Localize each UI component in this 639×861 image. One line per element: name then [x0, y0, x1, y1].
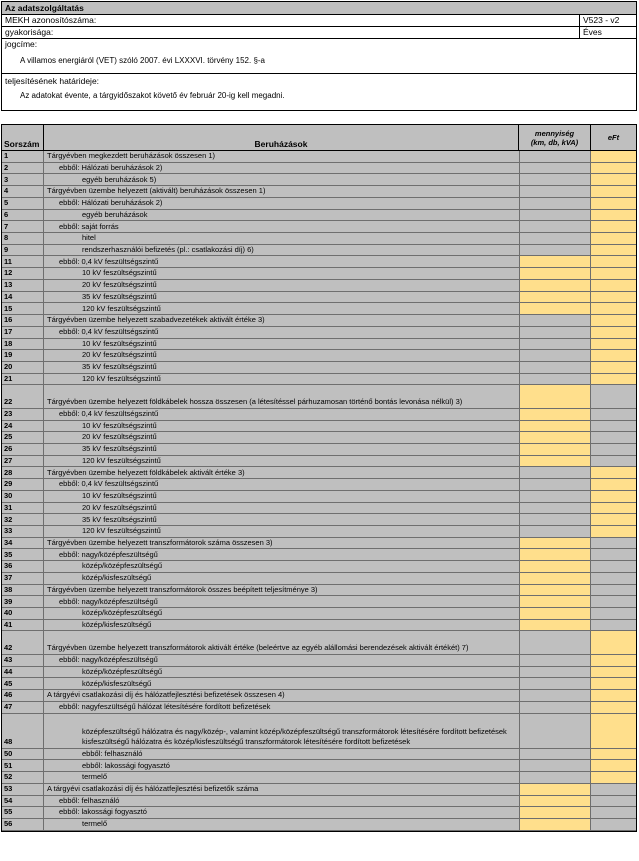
row-description: 10 kV feszültségszintű [44, 491, 520, 502]
row-number: 38 [2, 585, 44, 596]
table-row [2, 784, 636, 796]
mennyiseg-cell [520, 221, 591, 232]
table-row [2, 819, 636, 831]
mennyiseg-cell [520, 503, 591, 514]
jogcim-label: jogcíme: [5, 39, 38, 49]
row-number: 37 [2, 573, 44, 584]
mennyiseg-cell [520, 339, 591, 350]
row-description: közép/középfeszültségű [44, 608, 520, 619]
row-number: 2 [2, 163, 44, 174]
row-description: ebből: nagy/középfeszültségű [44, 655, 520, 666]
table-row [2, 702, 636, 714]
row-description: 35 kV feszültségszintű [44, 292, 520, 303]
row-description: rendszerhasználói befizetés (pl.: csatlakozási díj) 6) [44, 245, 520, 256]
mennyiseg-cell [520, 245, 591, 256]
mennyiseg-cell[interactable] [520, 385, 591, 407]
mennyiseg-cell [520, 491, 591, 502]
row-description: ebből: 0,4 kV feszültségszintű [44, 256, 520, 267]
table-row [2, 163, 636, 175]
row-number: 9 [2, 245, 44, 256]
mennyiseg-cell[interactable] [520, 303, 591, 314]
mennyiseg-cell [520, 479, 591, 490]
eft-cell[interactable] [591, 163, 636, 174]
row-number: 22 [2, 385, 44, 407]
eft-cell[interactable] [591, 772, 636, 783]
table-row [2, 491, 636, 503]
eft-cell[interactable] [591, 210, 636, 221]
table-row [2, 444, 636, 456]
mennyiseg-cell[interactable] [520, 620, 591, 631]
row-description: 10 kV feszültségszintű [44, 421, 520, 432]
mennyiseg-cell[interactable] [520, 444, 591, 455]
eft-cell [591, 596, 636, 607]
mennyiseg-cell [520, 467, 591, 478]
row-description: ebből: Hálózati beruházások 2) [44, 163, 520, 174]
row-number: 12 [2, 268, 44, 279]
eft-cell [591, 819, 636, 830]
row-description: 20 kV feszültségszintű [44, 503, 520, 514]
row-description: ebből: Hálózati beruházások 2) [44, 198, 520, 209]
row-number: 8 [2, 233, 44, 244]
table-row [2, 538, 636, 550]
mennyiseg-cell [520, 374, 591, 385]
row-description: Tárgyévben üzembe helyezett transzformátorok aktivált értéke (beleértve az egyéb alállomási berendezések aktivált értékét) 7) [44, 631, 520, 653]
jogcim-value: A villamos energiáról (VET) szóló 2007. évi LXXXVI. törvény 152. §-a [20, 56, 266, 65]
table-row [2, 362, 636, 374]
info-title: Az adatszolgáltatás [2, 2, 636, 15]
table-row [2, 210, 636, 222]
row-description: A tárgyévi csatlakozási díj és hálózatfejlesztési befizetések összesen 4) [44, 690, 520, 701]
eft-cell[interactable] [591, 362, 636, 373]
gyakorisag-value: Éves [583, 27, 602, 37]
eft-cell[interactable] [591, 760, 636, 771]
mennyiseg-cell[interactable] [520, 538, 591, 549]
teljesites-label: teljesítésének határideje: [5, 76, 100, 86]
mennyiseg-cell [520, 163, 591, 174]
eft-cell [591, 573, 636, 584]
table-row [2, 514, 636, 526]
row-description: 120 kV feszültségszintű [44, 456, 520, 467]
row-number: 18 [2, 339, 44, 350]
row-number: 41 [2, 620, 44, 631]
row-description: ebből: nagyfeszültségű hálózat létesítésére fordított befizetések [44, 702, 520, 713]
eft-cell[interactable] [591, 514, 636, 525]
row-number: 27 [2, 456, 44, 467]
eft-cell [591, 796, 636, 807]
row-number: 7 [2, 221, 44, 232]
row-description: 35 kV feszültségszintű [44, 444, 520, 455]
eft-cell[interactable] [591, 268, 636, 279]
row-description: ebből: 0,4 kV feszültségszintű [44, 409, 520, 420]
mennyiseg-cell [520, 690, 591, 701]
eft-cell[interactable] [591, 690, 636, 701]
table-row [2, 256, 636, 268]
row-description: középfeszültségű hálózatra és nagy/közép-, valamint közép/középfeszültségű transzformátorok létesítésére fordított befizetések kisfeszültségű hálózatra és közép/kisfeszültségű transzformátorok létesítésére fordított befizetések [44, 714, 520, 748]
row-description: egyéb beruházások [44, 210, 520, 221]
mennyiseg-cell [520, 327, 591, 338]
mennyiseg-cell[interactable] [520, 585, 591, 596]
table-row [2, 374, 636, 386]
eft-cell[interactable] [591, 491, 636, 502]
table-row [2, 245, 636, 257]
row-description: 10 kV feszültségszintű [44, 339, 520, 350]
table-row [2, 561, 636, 573]
mennyiseg-cell [520, 350, 591, 361]
row-description: Tárgyévben üzembe helyezett transzformátorok száma összesen 3) [44, 538, 520, 549]
mennyiseg-cell [520, 198, 591, 209]
table-row [2, 174, 636, 186]
mennyiseg-cell[interactable] [520, 409, 591, 420]
mennyiseg-cell[interactable] [520, 549, 591, 560]
mennyiseg-cell[interactable] [520, 596, 591, 607]
eft-cell[interactable] [591, 350, 636, 361]
row-number: 50 [2, 749, 44, 760]
table-row [2, 385, 636, 408]
header-eft: eFt [607, 133, 620, 142]
mennyiseg-cell[interactable] [520, 796, 591, 807]
eft-cell [591, 444, 636, 455]
mennyiseg-cell [520, 760, 591, 771]
row-description: Tárgyévben üzembe helyezett transzformátorok összes beépített teljesítménye 3) [44, 585, 520, 596]
row-number: 39 [2, 596, 44, 607]
row-number: 29 [2, 479, 44, 490]
eft-cell[interactable] [591, 292, 636, 303]
eft-cell[interactable] [591, 631, 636, 653]
row-description: hitel [44, 233, 520, 244]
row-number: 33 [2, 526, 44, 537]
mennyiseg-cell [520, 772, 591, 783]
mennyiseg-cell [520, 210, 591, 221]
row-number: 51 [2, 760, 44, 771]
row-description: 20 kV feszültségszintű [44, 432, 520, 443]
row-description: ebből: felhasználó [44, 749, 520, 760]
mennyiseg-cell [520, 702, 591, 713]
row-description: Tárgyévben üzembe helyezett földkábelek aktivált értéke 3) [44, 467, 520, 478]
row-description: ebből: lakossági fogyasztó [44, 760, 520, 771]
eft-cell[interactable] [591, 256, 636, 267]
table-body [2, 151, 636, 831]
eft-cell[interactable] [591, 233, 636, 244]
mennyiseg-cell[interactable] [520, 421, 591, 432]
header-sorszam: Sorszám [2, 125, 44, 150]
azonosito-row [2, 15, 636, 27]
eft-cell [591, 421, 636, 432]
eft-cell [591, 409, 636, 420]
eft-cell[interactable] [591, 526, 636, 537]
eft-cell[interactable] [591, 198, 636, 209]
row-description: egyéb beruházások 5) [44, 174, 520, 185]
row-number: 34 [2, 538, 44, 549]
row-number: 48 [2, 714, 44, 748]
row-number: 21 [2, 374, 44, 385]
row-description: 20 kV feszültségszintű [44, 280, 520, 291]
row-number: 4 [2, 186, 44, 197]
row-number: 25 [2, 432, 44, 443]
row-number: 30 [2, 491, 44, 502]
row-number: 6 [2, 210, 44, 221]
row-description: Tárgyévben üzembe helyezett szabadvezetékek aktivált értéke 3) [44, 315, 520, 326]
row-number: 19 [2, 350, 44, 361]
row-number: 17 [2, 327, 44, 338]
table-row [2, 760, 636, 772]
gyakorisag-row [2, 27, 636, 39]
row-number: 55 [2, 807, 44, 818]
mennyiseg-cell [520, 631, 591, 653]
mennyiseg-cell[interactable] [520, 608, 591, 619]
table-row [2, 667, 636, 679]
row-description: ebből: saját forrás [44, 221, 520, 232]
row-number: 36 [2, 561, 44, 572]
row-number: 32 [2, 514, 44, 525]
mennyiseg-cell[interactable] [520, 432, 591, 443]
eft-cell [591, 784, 636, 795]
row-number: 20 [2, 362, 44, 373]
table-row [2, 549, 636, 561]
row-number: 40 [2, 608, 44, 619]
table-row [2, 421, 636, 433]
row-number: 47 [2, 702, 44, 713]
eft-cell [591, 585, 636, 596]
row-number: 26 [2, 444, 44, 455]
row-number: 16 [2, 315, 44, 326]
eft-cell[interactable] [591, 749, 636, 760]
table-row [2, 620, 636, 632]
row-number: 53 [2, 784, 44, 795]
mennyiseg-cell[interactable] [520, 807, 591, 818]
row-description: 120 kV feszültségszintű [44, 303, 520, 314]
mennyiseg-cell[interactable] [520, 819, 591, 830]
eft-cell[interactable] [591, 186, 636, 197]
eft-cell[interactable] [591, 374, 636, 385]
table-row [2, 608, 636, 620]
mennyiseg-cell [520, 151, 591, 162]
row-description: Tárgyévben megkezdett beruházások összesen 1) [44, 151, 520, 162]
row-number: 14 [2, 292, 44, 303]
mennyiseg-cell[interactable] [520, 573, 591, 584]
row-number: 44 [2, 667, 44, 678]
table-row [2, 350, 636, 362]
row-description: 20 kV feszültségszintű [44, 350, 520, 361]
table-row [2, 233, 636, 245]
mennyiseg-cell [520, 678, 591, 689]
row-description: A tárgyévi csatlakozási díj és hálózatfejlesztési befizetők száma [44, 784, 520, 795]
table-row [2, 690, 636, 702]
eft-cell[interactable] [591, 174, 636, 185]
row-description: közép/kisfeszültségű [44, 678, 520, 689]
row-description: ebből: nagy/középfeszültségű [44, 549, 520, 560]
teljesites-block [2, 74, 636, 110]
row-description: termelő [44, 772, 520, 783]
gyakorisag-label: gyakorisága: [2, 27, 580, 38]
table-row [2, 503, 636, 515]
table-row [2, 221, 636, 233]
table-row [2, 151, 636, 163]
mennyiseg-cell [520, 233, 591, 244]
table-row [2, 456, 636, 468]
table-row [2, 186, 636, 198]
header-mennyiseg-text: mennyiség (km, db, kVA) [530, 128, 579, 147]
header-beruhazasok: Beruházások [44, 125, 519, 150]
mennyiseg-cell[interactable] [520, 256, 591, 267]
row-number: 23 [2, 409, 44, 420]
mennyiseg-cell [520, 315, 591, 326]
table-row [2, 796, 636, 808]
row-number: 13 [2, 280, 44, 291]
teljesites-value: Az adatokat évente, a tárgyidőszakot követő év február 20-ig kell megadni. [20, 91, 285, 100]
row-description: Tárgyévben üzembe helyezett földkábelek hossza összesen (a létesítéssel párhuzamosan történő bontás levonása nélkül) 3) [44, 385, 520, 407]
eft-cell [591, 432, 636, 443]
row-number: 24 [2, 421, 44, 432]
eft-cell[interactable] [591, 702, 636, 713]
row-description: közép/középfeszültségű [44, 561, 520, 572]
row-description: 120 kV feszültségszintű [44, 526, 520, 537]
row-number: 3 [2, 174, 44, 185]
mennyiseg-cell[interactable] [520, 784, 591, 795]
row-description: közép/középfeszültségű [44, 667, 520, 678]
row-description: 35 kV feszültségszintű [44, 514, 520, 525]
mennyiseg-cell[interactable] [520, 561, 591, 572]
eft-cell[interactable] [591, 479, 636, 490]
table-row [2, 749, 636, 761]
table-row [2, 315, 636, 327]
row-number: 5 [2, 198, 44, 209]
eft-cell[interactable] [591, 315, 636, 326]
row-description: közép/kisfeszültségű [44, 620, 520, 631]
eft-cell [591, 385, 636, 407]
row-number: 45 [2, 678, 44, 689]
table-header [2, 125, 636, 151]
row-number: 11 [2, 256, 44, 267]
table-row [2, 573, 636, 585]
mennyiseg-cell [520, 514, 591, 525]
table-row [2, 714, 636, 749]
row-number: 56 [2, 819, 44, 830]
info-table [1, 1, 637, 111]
table-row [2, 596, 636, 608]
eft-cell[interactable] [591, 221, 636, 232]
mennyiseg-cell[interactable] [520, 292, 591, 303]
table-row [2, 526, 636, 538]
eft-cell[interactable] [591, 151, 636, 162]
eft-cell[interactable] [591, 503, 636, 514]
table-row [2, 409, 636, 421]
eft-cell[interactable] [591, 467, 636, 478]
mennyiseg-cell [520, 362, 591, 373]
row-description: ebből: felhasználó [44, 796, 520, 807]
row-number: 52 [2, 772, 44, 783]
eft-cell [591, 620, 636, 631]
eft-cell[interactable] [591, 303, 636, 314]
row-number: 15 [2, 303, 44, 314]
table-row [2, 432, 636, 444]
table-row [2, 467, 636, 479]
mennyiseg-cell[interactable] [520, 280, 591, 291]
row-number: 28 [2, 467, 44, 478]
row-description: 35 kV feszültségszintű [44, 362, 520, 373]
table-row [2, 292, 636, 304]
investment-table [1, 124, 637, 832]
mennyiseg-cell [520, 186, 591, 197]
eft-cell[interactable] [591, 655, 636, 666]
table-row [2, 807, 636, 819]
row-number: 43 [2, 655, 44, 666]
mennyiseg-cell[interactable] [520, 268, 591, 279]
table-row [2, 772, 636, 784]
table-row [2, 631, 636, 654]
row-number: 1 [2, 151, 44, 162]
eft-cell[interactable] [591, 245, 636, 256]
row-description: ebből: 0,4 kV feszültségszintű [44, 479, 520, 490]
eft-cell [591, 549, 636, 560]
eft-cell[interactable] [591, 327, 636, 338]
eft-cell [591, 807, 636, 818]
eft-cell[interactable] [591, 667, 636, 678]
azonosito-label: MEKH azonosítószáma: [2, 15, 580, 26]
row-description: termelő [44, 819, 520, 830]
eft-cell [591, 561, 636, 572]
row-number: 35 [2, 549, 44, 560]
eft-cell[interactable] [591, 714, 636, 748]
row-description: ebből: nagy/középfeszültségű [44, 596, 520, 607]
table-row [2, 280, 636, 292]
azonosito-value: V523 - v2 [583, 15, 620, 25]
row-description: 10 kV feszültségszintű [44, 268, 520, 279]
mennyiseg-cell[interactable] [520, 456, 591, 467]
eft-cell[interactable] [591, 339, 636, 350]
eft-cell [591, 538, 636, 549]
header-mennyiseg [519, 125, 591, 150]
mennyiseg-cell [520, 667, 591, 678]
row-number: 54 [2, 796, 44, 807]
row-number: 46 [2, 690, 44, 701]
table-row [2, 339, 636, 351]
table-row [2, 303, 636, 315]
table-row [2, 198, 636, 210]
table-row [2, 327, 636, 339]
table-row [2, 479, 636, 491]
row-description: Tárgyévben üzembe helyezett (aktivált) beruházások összesen 1) [44, 186, 520, 197]
eft-cell[interactable] [591, 678, 636, 689]
table-row [2, 678, 636, 690]
row-description: 120 kV feszültségszintű [44, 374, 520, 385]
mennyiseg-cell [520, 655, 591, 666]
eft-cell [591, 456, 636, 467]
mennyiseg-cell [520, 714, 591, 748]
row-description: közép/kisfeszültségű [44, 573, 520, 584]
eft-cell[interactable] [591, 280, 636, 291]
jogcim-block [2, 39, 636, 74]
row-number: 42 [2, 631, 44, 653]
row-description: ebből: 0,4 kV feszültségszintű [44, 327, 520, 338]
table-row [2, 585, 636, 597]
row-description: ebből: lakossági fogyasztó [44, 807, 520, 818]
mennyiseg-cell [520, 174, 591, 185]
mennyiseg-cell [520, 749, 591, 760]
table-row [2, 268, 636, 280]
table-row [2, 655, 636, 667]
row-number: 31 [2, 503, 44, 514]
eft-cell [591, 608, 636, 619]
mennyiseg-cell [520, 526, 591, 537]
